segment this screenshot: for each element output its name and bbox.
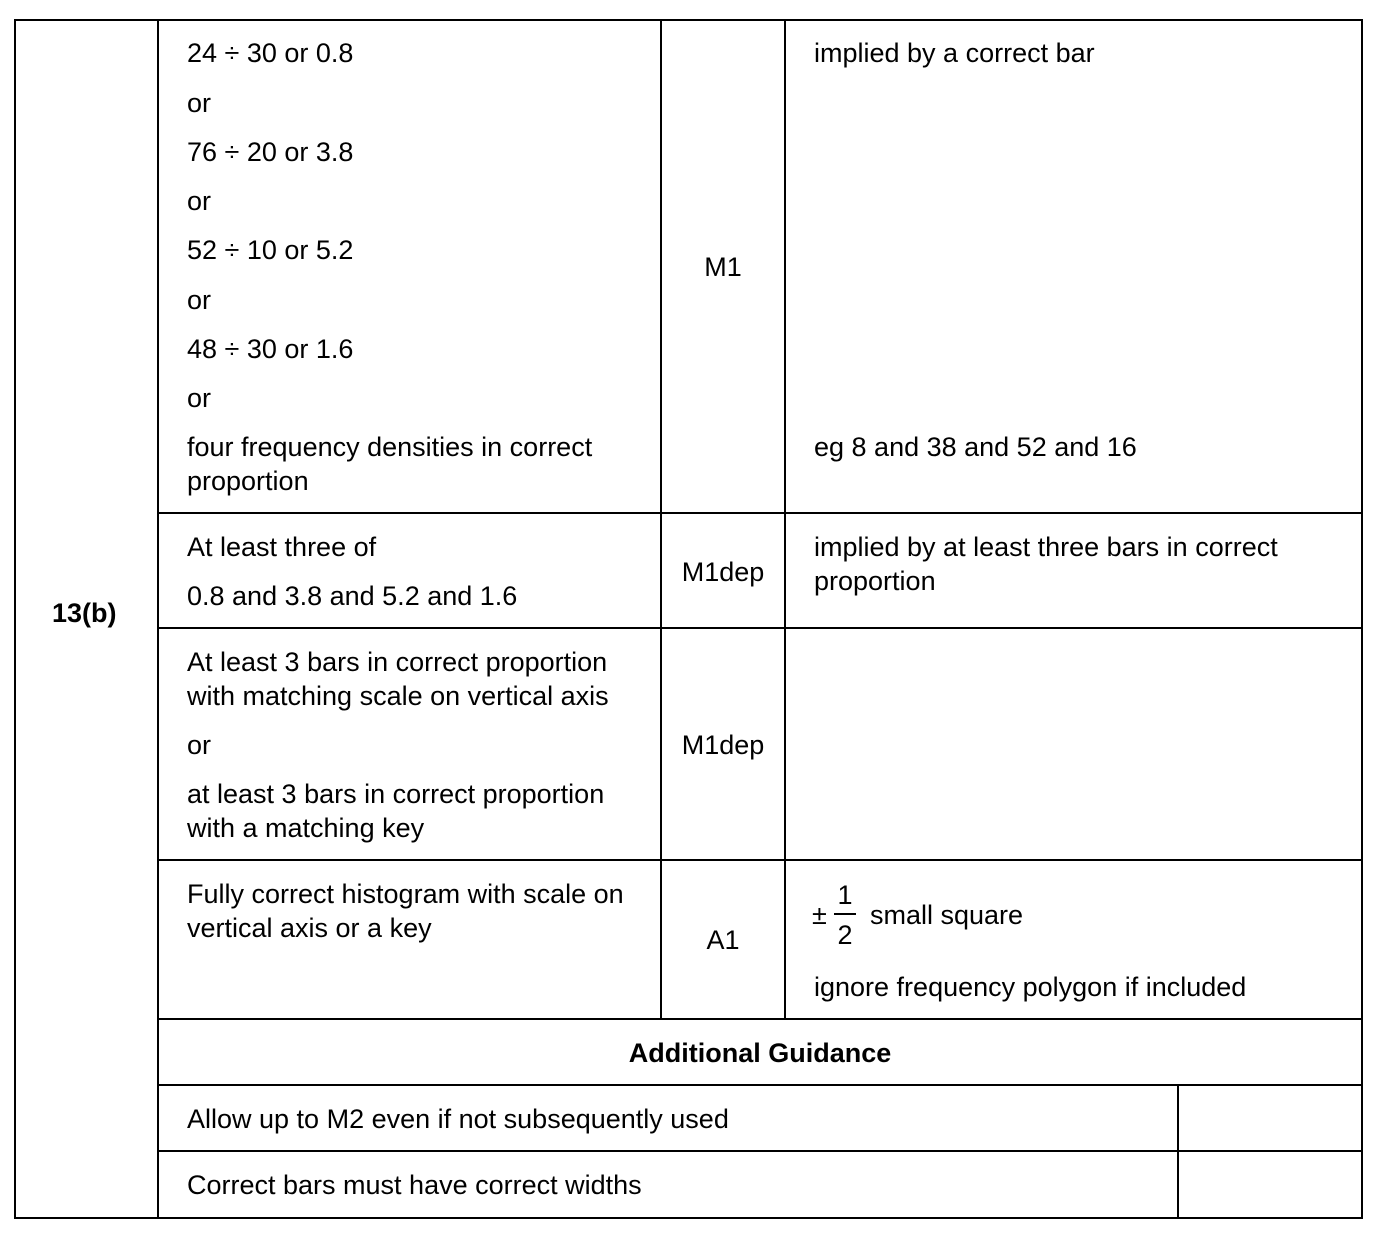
row1-working-line6: or: [187, 285, 212, 315]
additional-guidance-heading: Additional Guidance: [628, 1038, 892, 1068]
guidance-item-1: Allow up to M2 even if not subsequently used: [187, 1104, 729, 1134]
row4-mark: A1: [706, 925, 740, 955]
row2-working-line2: 0.8 and 3.8 and 5.2 and 1.6: [187, 581, 518, 611]
question-label: 13(b): [52, 598, 117, 628]
column-divider-mark: [660, 19, 662, 1020]
row1-mark: M1: [704, 252, 742, 282]
row1-comment-1: implied by a correct bar: [814, 38, 1095, 68]
row-divider-4: [157, 1018, 1363, 1020]
guidance-item-2: Correct bars must have correct widths: [187, 1170, 642, 1200]
row3-working-line1: At least 3 bars in correct proportion with matching scale on vertical axis: [187, 647, 609, 711]
fraction-denominator: 2: [837, 920, 853, 950]
row-divider-1: [157, 512, 1363, 514]
row1-working-line1: 24 ÷ 30 or 0.8: [187, 38, 354, 68]
row1-working-line8: or: [187, 383, 212, 413]
plus-minus-sign: ±: [812, 900, 827, 930]
row2-mark: M1dep: [681, 557, 765, 587]
column-divider-guidance: [1177, 1084, 1179, 1219]
table-border-bottom: [14, 1217, 1363, 1219]
tolerance-text: small square: [870, 900, 1024, 930]
row2-working-line1: At least three of: [187, 532, 377, 562]
row3-working-line3: at least 3 bars in correct proportion with a matching key: [187, 779, 605, 843]
row1-working-line9: four frequency densities in correct proportion: [187, 432, 593, 496]
row-divider-3: [157, 859, 1363, 861]
row1-working-line5: 52 ÷ 10 or 5.2: [187, 235, 354, 265]
row4-comment-note: ignore frequency polygon if included: [814, 972, 1247, 1002]
row1-working-line4: or: [187, 186, 212, 216]
row-divider-2: [157, 627, 1363, 629]
table-border-right: [1361, 19, 1363, 1219]
table-border-left: [14, 19, 16, 1219]
row1-working-line2: or: [187, 88, 212, 118]
fraction-bar: [834, 913, 856, 915]
row-divider-guidance-heading: [157, 1084, 1363, 1086]
row-divider-guidance-1: [157, 1150, 1363, 1152]
row1-comment-2: eg 8 and 38 and 52 and 16: [814, 432, 1137, 462]
row2-comment: implied by at least three bars in correct proportion: [814, 532, 1278, 596]
row1-working-line7: 48 ÷ 30 or 1.6: [187, 334, 354, 364]
fraction-numerator: 1: [837, 880, 853, 910]
table-border-top: [14, 19, 1363, 21]
column-divider-comments: [784, 19, 786, 1020]
row4-working: Fully correct histogram with scale on vertical axis or a key: [187, 879, 624, 943]
row3-mark: M1dep: [681, 730, 765, 760]
row1-working-line3: 76 ÷ 20 or 3.8: [187, 137, 354, 167]
row3-working-line2: or: [187, 730, 212, 760]
